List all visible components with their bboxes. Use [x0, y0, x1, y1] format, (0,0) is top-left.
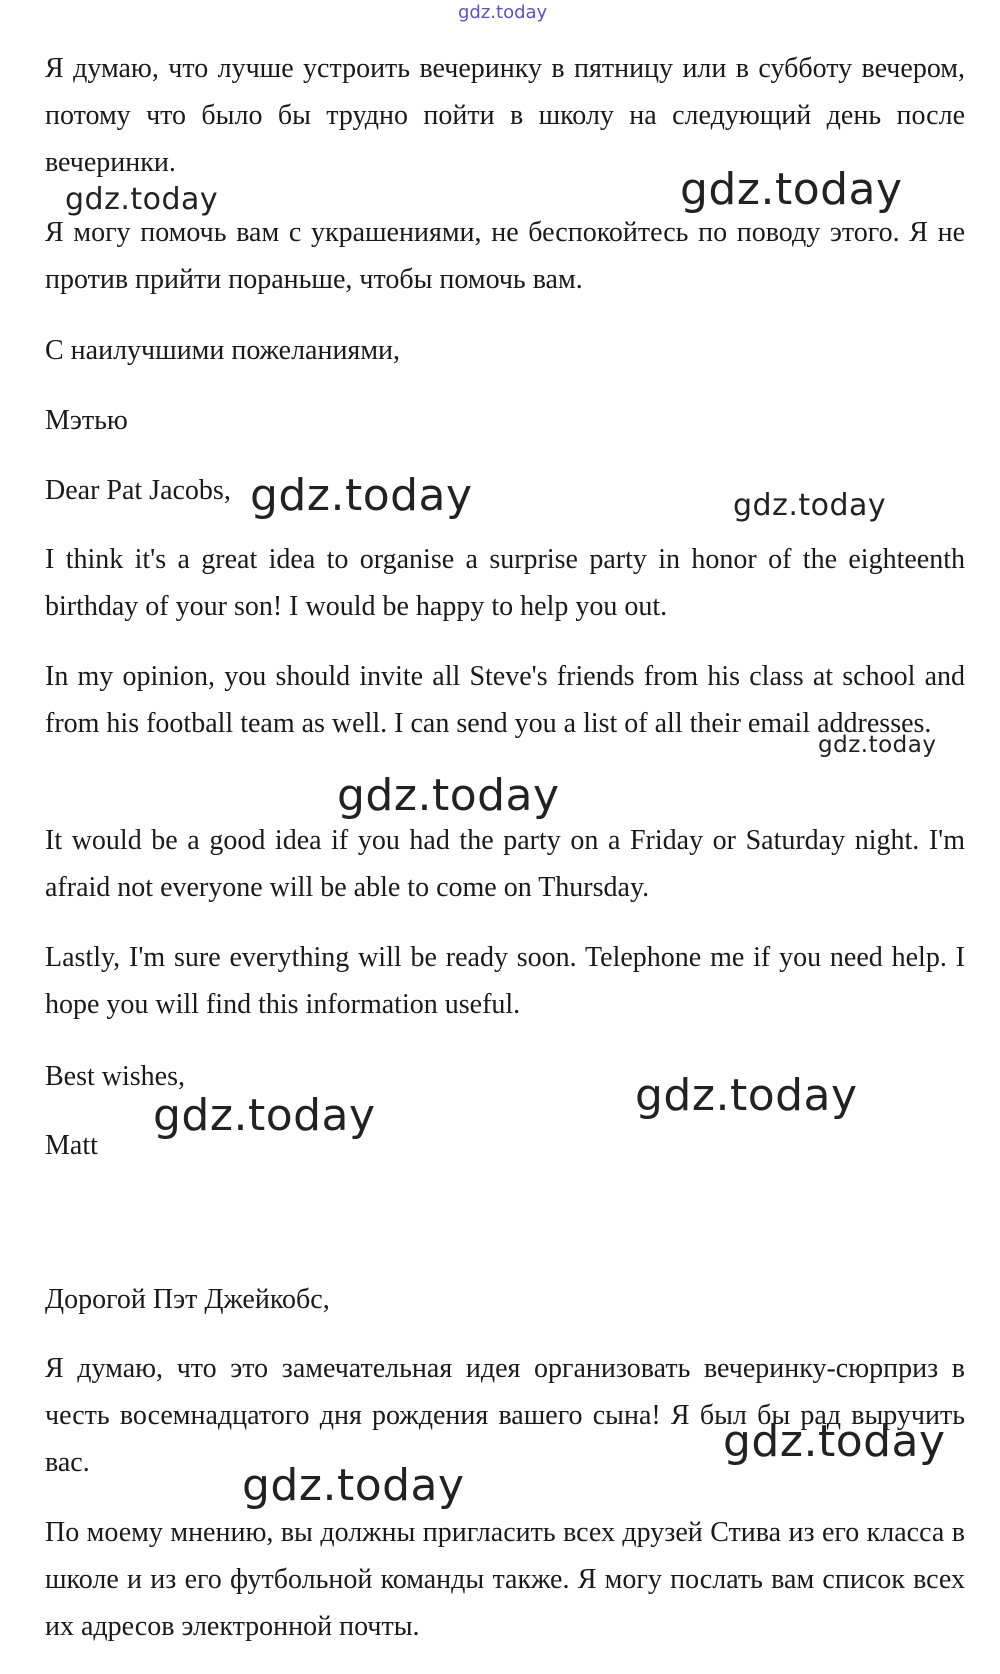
closing-ru: С наилучшими пожеланиями,: [45, 335, 401, 366]
watermark: gdz.today: [733, 488, 887, 523]
watermark: gdz.today: [250, 470, 473, 521]
paragraph-ru-decorations: Я могу помочь вам с украшениями, не беспокойтесь по поводу этого. Я не против прийти пораньше, чтобы помочь вам.: [45, 217, 965, 295]
signature-ru: Мэтью: [45, 405, 128, 436]
watermark: gdz.today: [242, 1460, 465, 1511]
watermark: gdz.today: [65, 182, 219, 217]
paragraph-en-idea: I think it's a great idea to organise a surprise party in honor of the eighteenth birthday of your son! I would be happy to help you out.: [45, 544, 965, 622]
greeting-en: Dear Pat Jacobs,: [45, 475, 231, 506]
watermark: gdz.today: [680, 164, 903, 215]
header-watermark: gdz.today: [458, 2, 548, 23]
closing-en: Best wishes,: [45, 1061, 185, 1092]
watermark: gdz.today: [153, 1090, 376, 1141]
paragraph-ru-invite: По моему мнению, вы должны пригласить всех друзей Стива из его класса в школе и из его футбольной команды также. Я могу послать вам список всех их адресов электронной почты.: [45, 1517, 965, 1642]
watermark: gdz.today: [337, 770, 560, 821]
paragraph-ru-party-day: Я думаю, что лучше устроить вечеринку в пятницу или в субботу вечером, потому что было бы трудно пойти в школу на следующий день после вечеринки.: [45, 53, 965, 178]
watermark: gdz.today: [723, 1416, 946, 1467]
watermark: gdz.today: [635, 1070, 858, 1121]
watermark: gdz.today: [818, 732, 937, 758]
paragraph-en-party-day: It would be a good idea if you had the party on a Friday or Saturday night. I'm afraid not everyone will be able to come on Thursday.: [45, 825, 965, 903]
signature-en: Matt: [45, 1130, 98, 1161]
paragraph-en-lastly: Lastly, I'm sure everything will be ready soon. Telephone me if you need help. I hope you will find this information useful.: [45, 942, 965, 1020]
paragraph-en-invite: In my opinion, you should invite all Steve's friends from his class at school and from his football team as well. I can send you a list of all their email addresses.: [45, 661, 965, 739]
paragraph-ru-idea: Я думаю, что это замечательная идея организовать вечеринку-сюрприз в честь восемнадцатого дня рождения вашего сына! Я был бы рад выручить вас.: [45, 1353, 965, 1478]
greeting-ru: Дорогой Пэт Джейкобс,: [45, 1284, 330, 1315]
